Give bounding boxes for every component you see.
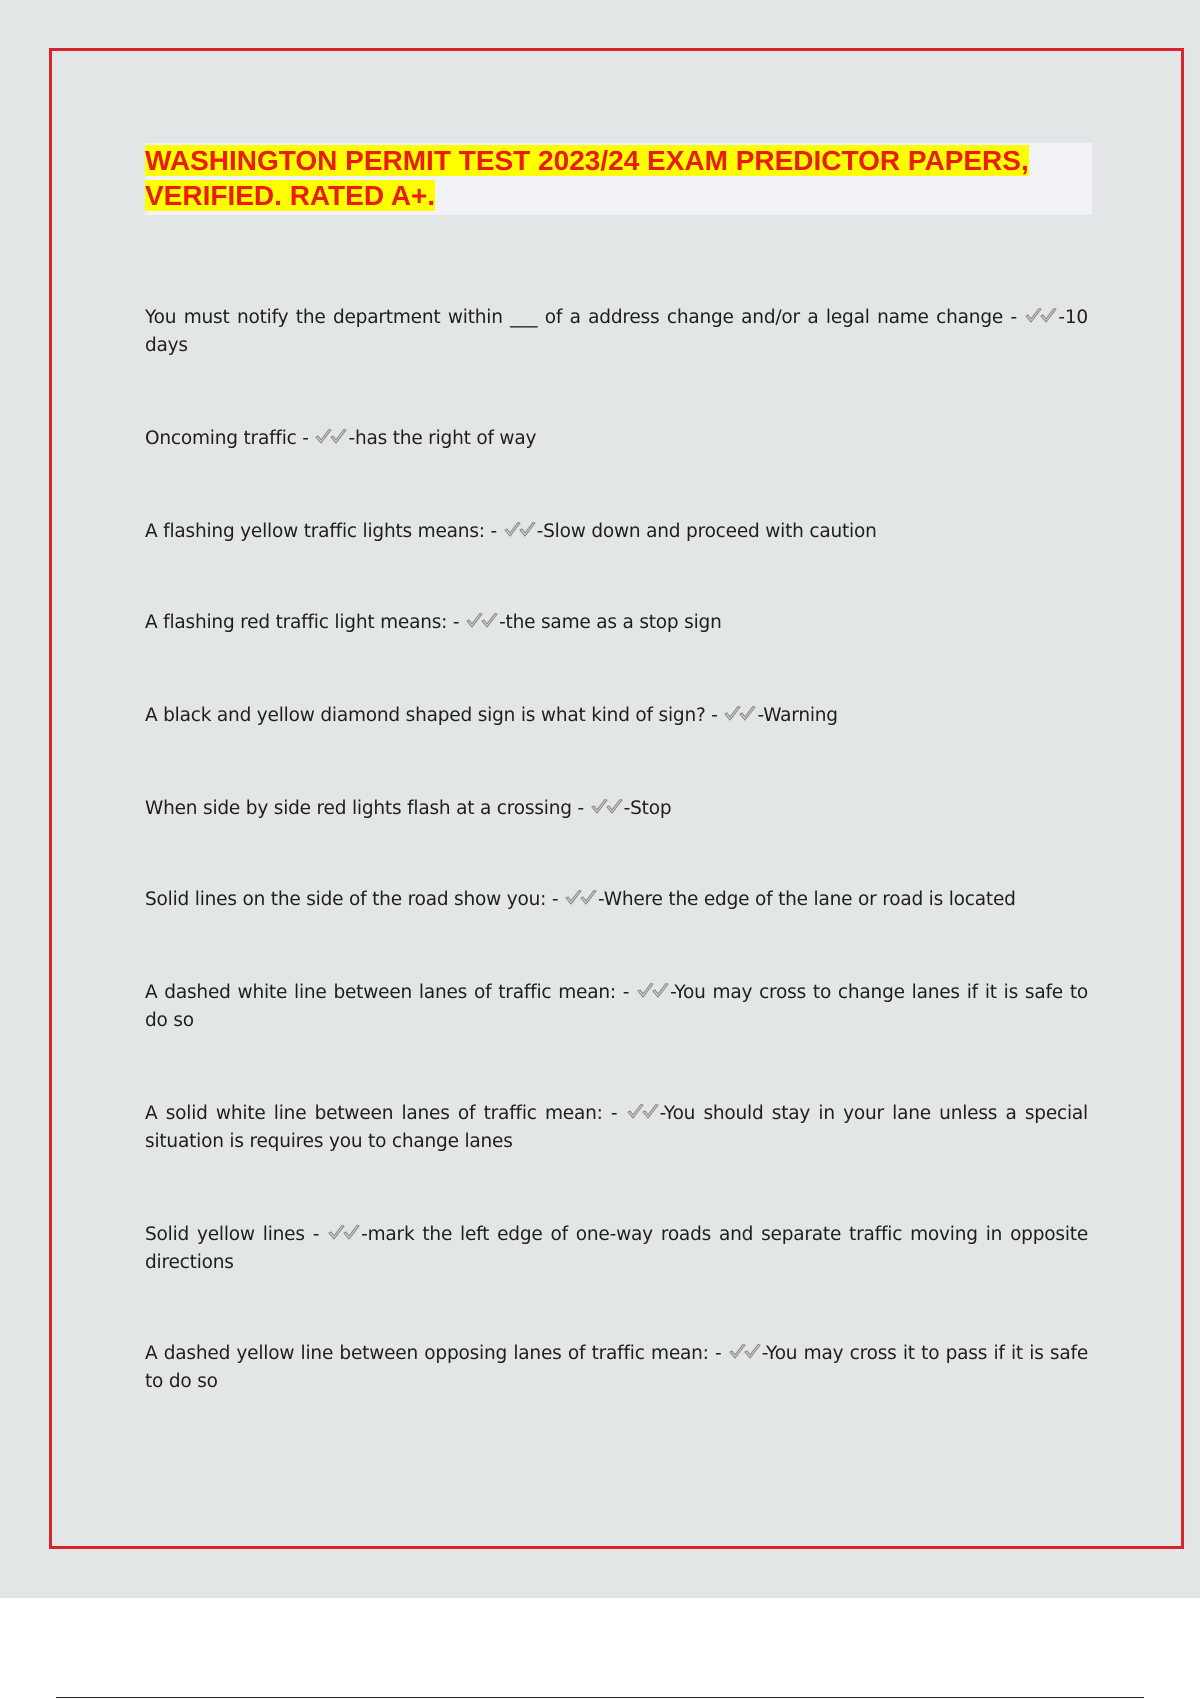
answer-prefix: -: [623, 798, 631, 819]
answer-text: has the right of way: [354, 428, 537, 449]
qa-item: [145, 886, 1088, 914]
qa-item: [145, 702, 1088, 730]
separator: -: [602, 1103, 626, 1124]
separator: -: [546, 889, 565, 910]
double-check-icon: [503, 521, 537, 539]
question-text: When side by side red lights flash at a crossing: [145, 798, 572, 819]
double-check-icon: [728, 1343, 762, 1361]
separator: -: [484, 521, 503, 542]
qa-item: [145, 518, 1088, 546]
answer-prefix: -: [757, 705, 764, 726]
double-check-icon: [590, 798, 624, 816]
qa-item: [145, 1100, 1088, 1156]
answer-prefix: -: [1058, 307, 1065, 328]
answer-text: You may cross to change lanes if it is safe to do so: [145, 982, 1088, 1031]
answer-text: Where the edge of the lane or road is located: [603, 889, 1016, 910]
answer-prefix: -: [361, 1224, 368, 1245]
separator: -: [296, 428, 315, 449]
separator: -: [705, 705, 724, 726]
document-title: [145, 143, 1092, 213]
question-text: Solid yellow lines: [145, 1224, 305, 1245]
question-text: Oncoming traffic: [145, 428, 297, 449]
answer-prefix: -: [536, 521, 544, 542]
qa-item: [145, 304, 1088, 360]
answer-text: 10 days: [145, 307, 1088, 356]
separator: -: [615, 982, 637, 1003]
answer-prefix: -: [598, 889, 604, 910]
document-title-text: WASHINGTON PERMIT TEST 2023/24 EXAM PREDICTOR PAPERS, VERIFIED. RATED A+.: [145, 145, 1029, 211]
question-text: A flashing yellow traffic lights means:: [145, 521, 485, 542]
answer-prefix: -: [499, 612, 506, 633]
double-check-icon: [723, 705, 757, 723]
separator: -: [1003, 307, 1025, 328]
answer-prefix: -: [659, 1103, 664, 1124]
separator: -: [571, 798, 590, 819]
footer-rule: [56, 1697, 1144, 1698]
answer-prefix: -: [761, 1343, 767, 1364]
double-check-icon: [564, 889, 598, 907]
double-check-icon: [327, 1224, 361, 1242]
question-text: A solid white line between lanes of traffic mean:: [145, 1103, 603, 1124]
answer-text: Stop: [630, 798, 672, 819]
double-check-icon: [1024, 307, 1058, 325]
answer-prefix: -: [348, 428, 355, 449]
answer-text: Slow down and proceed with caution: [543, 521, 877, 542]
title-block: [145, 143, 1092, 215]
answer-prefix: -: [670, 982, 675, 1003]
question-text: A black and yellow diamond shaped sign is what kind of sign?: [145, 705, 706, 726]
separator: -: [708, 1343, 728, 1364]
separator: -: [447, 612, 466, 633]
question-text: A dashed white line between lanes of traffic mean:: [145, 982, 616, 1003]
separator: -: [304, 1224, 328, 1245]
answer-text: You should stay in your lane unless a special situation is requires you to change lanes: [145, 1103, 1088, 1152]
answer-text: Warning: [763, 705, 838, 726]
answer-text: the same as a stop sign: [505, 612, 722, 633]
qa-item: [145, 609, 1088, 637]
double-check-icon: [636, 982, 670, 1000]
double-check-icon: [626, 1103, 660, 1121]
double-check-icon: [314, 428, 348, 446]
qa-item: [145, 1221, 1088, 1277]
qa-item: [145, 1340, 1088, 1396]
question-text: A flashing red traffic light means:: [145, 612, 448, 633]
question-text: You must notify the department within ___ of a address change and/or a legal name change: [145, 307, 1004, 328]
question-text: Solid lines on the side of the road show you:: [145, 889, 547, 910]
qa-item: [145, 425, 1088, 453]
qa-item: [145, 979, 1088, 1035]
qa-item: [145, 795, 1088, 823]
answer-text: You may cross it to pass if it is safe to do so: [145, 1343, 1088, 1392]
answer-text: mark the left edge of one-way roads and separate traffic moving in opposite directions: [145, 1224, 1089, 1273]
question-text: A dashed yellow line between opposing lanes of traffic mean:: [145, 1343, 709, 1364]
double-check-icon: [465, 612, 499, 630]
